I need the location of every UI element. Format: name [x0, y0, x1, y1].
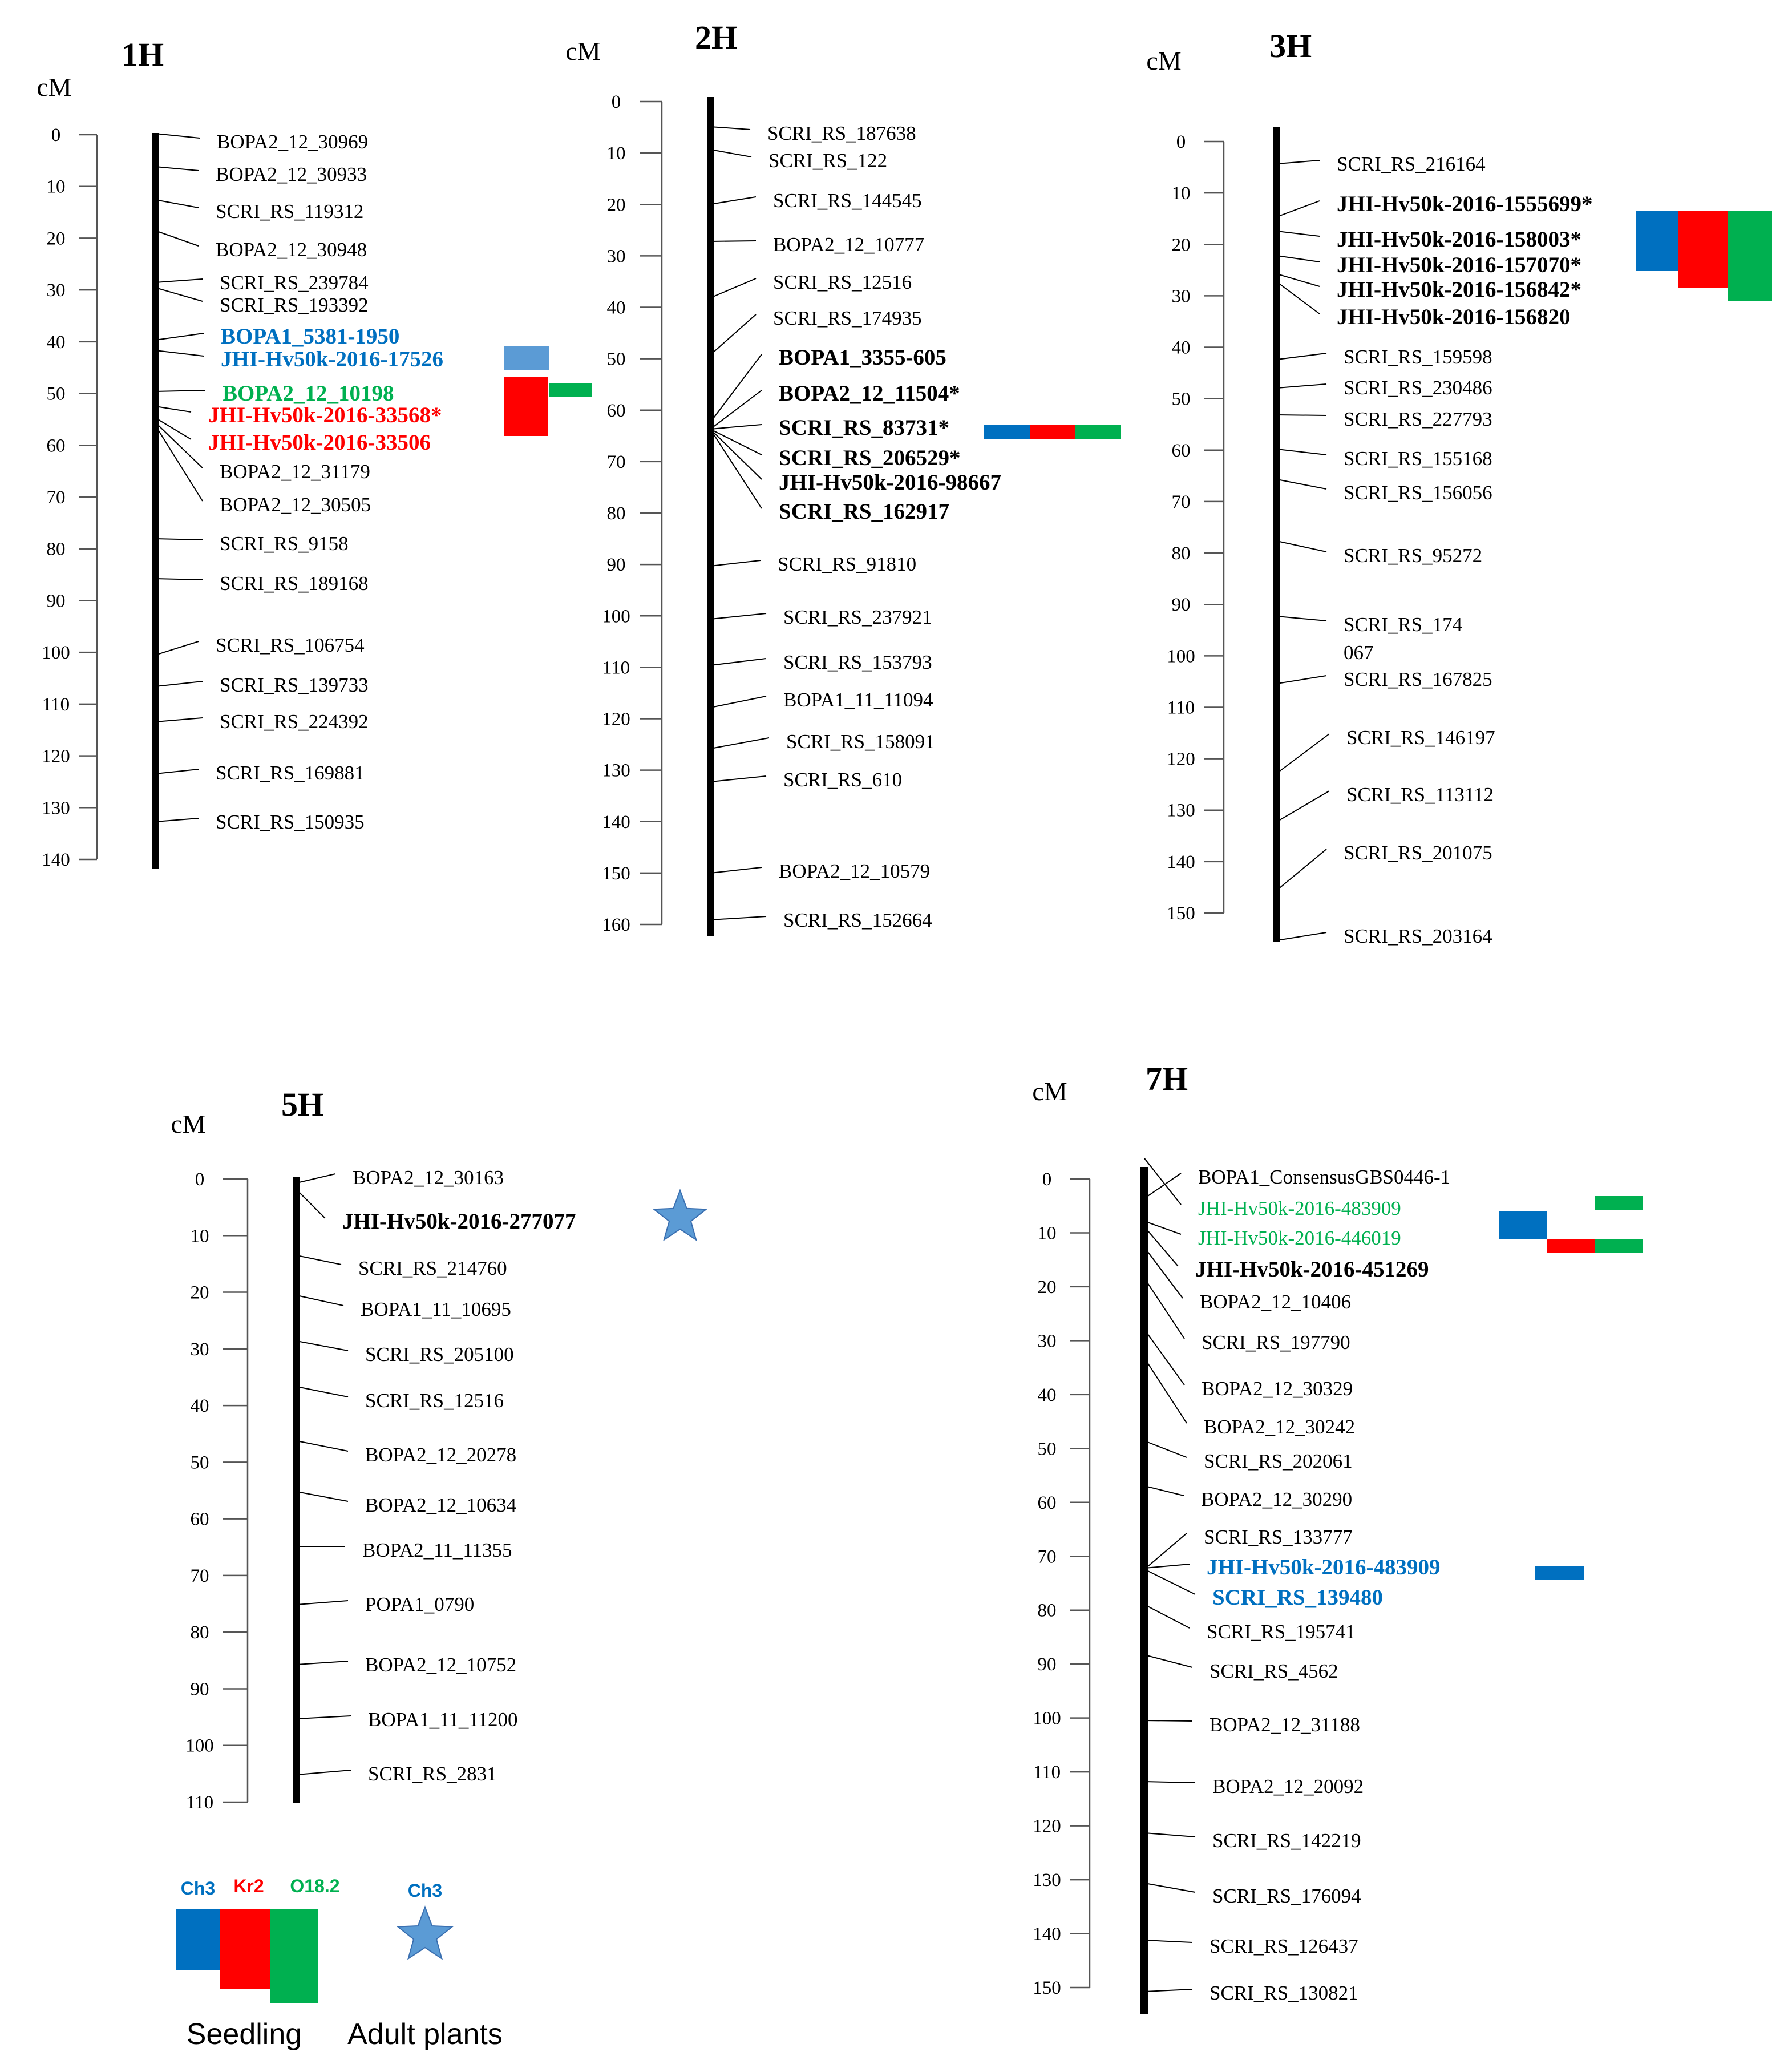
chr-1h-marker-label: BOPA2_12_30933 — [216, 163, 367, 185]
chr-3h-marker-label: JHI-Hv50k-2016-156842* — [1337, 277, 1581, 302]
chr-7h-tick-label: 30 — [1037, 1331, 1057, 1352]
chr-1h-marker-connector — [155, 167, 199, 171]
chr-1h-tick-label: 120 — [42, 746, 70, 767]
chr-2h-marker-label: BOPA2_12_10777 — [773, 233, 925, 256]
chr-2h-tick-label: 90 — [606, 555, 626, 576]
chr-1h-tick-label: 70 — [46, 487, 66, 508]
chr-3h-tick-label: 130 — [1167, 800, 1195, 821]
chr-5h-marker-connector — [297, 1295, 343, 1306]
chr-2h-marker-connector — [710, 354, 762, 422]
chr-1h-tick-label: 60 — [46, 435, 66, 457]
chr-2h-marker-connector — [710, 127, 750, 130]
chr-1h-title: 1H — [121, 36, 164, 73]
chr-2h-marker-connector — [710, 278, 756, 298]
chr-1h-chromosome-bar — [152, 133, 159, 869]
chr-3h-marker-label: JHI-Hv50k-2016-1555699* — [1337, 192, 1593, 216]
chr-3h-marker-label: SCRI_RS_159598 — [1344, 346, 1492, 368]
chr-2h-tick-label: 120 — [602, 709, 630, 730]
chr-7h-marker-connector — [1144, 1782, 1195, 1783]
chr-5h-marker-connector — [297, 1387, 348, 1397]
qtl-2h-o182 — [1075, 425, 1121, 439]
chr-7h-marker-label: JHI-Hv50k-2016-451269 — [1195, 1257, 1429, 1282]
chr-7h-marker-connector — [1144, 1605, 1190, 1628]
chr-7h-tick-label: 120 — [1033, 1816, 1061, 1837]
chr-5h-cm-label: cM — [171, 1109, 206, 1138]
legend-ch3-swatch — [176, 1909, 220, 1970]
chr-1h-marker-connector — [155, 406, 191, 412]
chr-5h-marker-connector — [297, 1441, 348, 1451]
chr-2h-marker-label: SCRI_RS_158091 — [786, 730, 935, 753]
chr-1h-marker-label: SCRI_RS_9158 — [220, 532, 349, 555]
chr-3h-marker-label: JHI-Hv50k-2016-158003* — [1337, 227, 1581, 252]
chr-7h-marker-connector — [1144, 1655, 1192, 1667]
chr-7h-title: 7H — [1145, 1060, 1188, 1097]
chr-5h-tick-label: 30 — [190, 1339, 209, 1360]
chr-3h-marker-label: 067 — [1344, 641, 1374, 664]
chr-7h-marker-label: BOPA2_12_30242 — [1204, 1416, 1356, 1438]
chr-1h-marker-label: JHI-Hv50k-2016-33506 — [208, 430, 431, 455]
chr-5h-marker-label: SCRI_RS_205100 — [365, 1343, 514, 1366]
chr-3h-tick-label: 60 — [1171, 440, 1191, 461]
legend-ch3-label: Ch3 — [180, 1878, 216, 1899]
chr-3h-tick-label: 30 — [1171, 286, 1191, 307]
chr-1h-marker-connector — [155, 539, 203, 540]
chr-7h-cm-label: cM — [1032, 1077, 1067, 1106]
chr-2h-marker-connector — [710, 696, 766, 708]
chr-7h-tick-label: 130 — [1033, 1870, 1061, 1891]
chr-1h-marker-connector — [155, 425, 203, 501]
legend-seedling-caption: Seedling — [186, 2018, 302, 2051]
chr-3h-marker-label: JHI-Hv50k-2016-156820 — [1337, 305, 1571, 329]
chr-7h-marker-connector — [1144, 1173, 1181, 1198]
chr-5h-marker-connector — [297, 1601, 348, 1605]
qtl-1h-o182 — [549, 383, 592, 397]
chr-1h-tick-label: 0 — [51, 125, 61, 146]
chr-7h-tick-label: 10 — [1037, 1223, 1057, 1244]
chr-2h-tick-label: 60 — [606, 400, 626, 421]
chr-2h-marker-label: SCRI_RS_610 — [783, 769, 903, 791]
chr-3h-marker-connector — [1277, 353, 1326, 360]
chr-1h-marker-label: JHI-Hv50k-2016-17526 — [221, 347, 443, 371]
chr-2h-chromosome-bar — [707, 97, 714, 936]
legend-kr2-label: Kr2 — [233, 1876, 264, 1896]
chr-3h-title: 3H — [1269, 27, 1312, 64]
chr-2h-tick-label: 40 — [606, 297, 626, 318]
chr-3h-marker-connector — [1277, 676, 1326, 684]
chr-2h-marker-connector — [710, 613, 766, 619]
chr-3h-marker-label: SCRI_RS_156056 — [1344, 482, 1492, 504]
chr-5h-tick-label: 110 — [185, 1792, 214, 1813]
chr-7h-marker-connector — [1144, 1989, 1192, 1992]
chr-1h-marker-connector — [155, 333, 204, 340]
chr-3h-marker-connector — [1277, 849, 1326, 890]
chr-3h-marker-connector — [1277, 932, 1326, 940]
chr-5h-marker-label: POPA1_0790 — [365, 1593, 475, 1615]
qtl-7h-kr2 — [1547, 1239, 1595, 1253]
chr-7h-tick-label: 100 — [1033, 1708, 1061, 1729]
chr-5h-marker-label: BOPA1_11_10695 — [361, 1298, 511, 1320]
chr-3h-tick-label: 40 — [1171, 337, 1191, 358]
chr-1h-marker-connector — [155, 422, 203, 468]
chr-5h-marker-label: BOPA2_12_10752 — [365, 1654, 517, 1676]
qtl-1h-kr2 — [504, 377, 548, 436]
chr-7h-marker-connector — [1144, 1247, 1183, 1298]
chr-3h-marker-label: SCRI_RS_113112 — [1346, 783, 1494, 806]
chr-5h-tick-label: 40 — [190, 1396, 209, 1417]
chr-2h-marker-label: SCRI_RS_187638 — [767, 122, 916, 144]
chr-7h-marker-connector — [1144, 1883, 1195, 1892]
qtl-7h-o182-a — [1595, 1196, 1643, 1210]
chr-3h-marker-connector — [1277, 282, 1320, 314]
chr-3h-marker-label: SCRI_RS_155168 — [1344, 447, 1492, 470]
chr-2h-title: 2H — [694, 19, 738, 56]
chr-7h-marker-label: SCRI_RS_139480 — [1212, 1585, 1384, 1610]
chr-2h-cm-label: cM — [565, 37, 601, 66]
qtl-5h-adult-star-icon — [654, 1190, 706, 1240]
legend-o182-label: O18.2 — [290, 1876, 340, 1896]
chr-3h-tick-label: 70 — [1171, 491, 1191, 512]
chr-1h-tick-label: 30 — [46, 280, 66, 301]
chr-7h-marker-label: SCRI_RS_195741 — [1207, 1621, 1356, 1643]
chr-7h-tick-label: 0 — [1042, 1169, 1052, 1190]
chr-5h-marker-connector — [297, 1492, 348, 1501]
chr-7h-marker-label: SCRI_RS_133777 — [1204, 1526, 1353, 1548]
chr-1h-marker-label: SCRI_RS_169881 — [216, 762, 365, 784]
chr-3h-marker-label: SCRI_RS_146197 — [1346, 726, 1495, 749]
chr-2h-marker-label: SCRI_RS_122 — [768, 150, 888, 172]
chr-7h-marker-label: BOPA1_ConsensusGBS0446-1 — [1198, 1166, 1451, 1188]
chr-5h-marker-label: BOPA2_12_10634 — [365, 1494, 517, 1516]
chr-1h-marker-connector — [155, 390, 205, 391]
chr-2h-marker-connector — [710, 197, 756, 204]
chr-7h-marker-label: BOPA2_12_31188 — [1210, 1714, 1360, 1736]
chr-2h-tick-label: 50 — [606, 349, 626, 370]
chr-5h-marker-connector — [297, 1341, 348, 1351]
chr-2h-marker-label: JHI-Hv50k-2016-98667 — [779, 470, 1001, 495]
chr-2h-marker-label: BOPA1_11_11094 — [783, 689, 933, 711]
chr-7h-tick-label: 140 — [1033, 1924, 1061, 1945]
chr-1h-marker-connector — [155, 279, 203, 282]
chr-1h-tick-label: 130 — [42, 798, 70, 819]
chr-1h-marker-label: SCRI_RS_106754 — [216, 634, 365, 656]
chr-5h-tick-label: 100 — [185, 1735, 214, 1756]
chr-5h-tick-label: 0 — [195, 1169, 205, 1190]
legend-star-label: Ch3 — [407, 1880, 443, 1901]
chr-1h-marker-connector — [155, 818, 199, 822]
chr-7h-marker-label: JHI-Hv50k-2016-483909 — [1198, 1197, 1401, 1219]
legend-kr2-swatch — [220, 1909, 270, 1989]
chr-5h-tick-label: 20 — [190, 1282, 209, 1303]
chr-3h-marker-label: SCRI_RS_174 — [1344, 613, 1463, 636]
chr-3h-tick-label: 20 — [1171, 235, 1191, 256]
chr-3h-tick-label: 150 — [1167, 903, 1195, 924]
chr-2h-marker-connector — [710, 425, 762, 429]
chr-1h-cm-label: cM — [37, 72, 72, 102]
chr-7h-tick-label: 110 — [1033, 1762, 1061, 1783]
chr-3h-tick-label: 10 — [1171, 183, 1191, 204]
chr-2h-marker-connector — [710, 560, 761, 566]
chr-5h-chromosome-bar — [293, 1177, 300, 1803]
chr-1h-marker-label: SCRI_RS_150935 — [216, 811, 365, 833]
chr-3h-marker-label: JHI-Hv50k-2016-157070* — [1337, 253, 1581, 277]
chr-1h-tick-label: 100 — [42, 643, 70, 664]
qtl-3h-ch3 — [1636, 211, 1678, 271]
chr-3h-tick-label: 140 — [1167, 851, 1195, 873]
chr-7h-marker-connector — [1144, 1533, 1187, 1569]
chr-3h-marker-label: SCRI_RS_203164 — [1344, 925, 1492, 947]
chr-2h-marker-connector — [710, 659, 766, 665]
chr-2h-tick-label: 130 — [602, 760, 630, 781]
chr-1h-marker-label: JHI-Hv50k-2016-33568* — [208, 403, 442, 427]
chr-1h-marker-label: SCRI_RS_224392 — [220, 710, 369, 733]
chr-2h-marker-connector — [710, 429, 762, 479]
chr-2h-tick-label: 20 — [606, 195, 626, 216]
chr-7h-tick-label: 60 — [1037, 1492, 1057, 1513]
chr-7h-marker-connector — [1144, 1720, 1192, 1721]
chr-2h-tick-label: 10 — [606, 143, 626, 164]
chr-7h-marker-label: BOPA2_12_20092 — [1212, 1775, 1364, 1798]
chr-7h-marker-connector — [1144, 1158, 1181, 1205]
chr-7h-marker-connector — [1144, 1486, 1184, 1496]
chr-2h-tick-label: 80 — [606, 503, 626, 524]
chr-5h-marker-connector — [297, 1255, 341, 1265]
chr-3h-marker-label: SCRI_RS_167825 — [1344, 668, 1492, 690]
chr-7h-tick-label: 150 — [1033, 1978, 1061, 1998]
chr-7h-marker-connector — [1144, 1833, 1195, 1837]
chr-3h-marker-connector — [1277, 160, 1320, 164]
chr-7h-marker-connector — [1144, 1330, 1184, 1385]
chr-1h-marker-connector — [155, 288, 203, 301]
chr-2h-marker-label: BOPA1_3355-605 — [779, 345, 946, 370]
chr-2h-marker-label: SCRI_RS_162917 — [779, 499, 950, 524]
chr-2h-marker-connector — [710, 738, 769, 749]
chr-1h-tick-label: 10 — [46, 176, 66, 197]
chr-3h-marker-label: SCRI_RS_201075 — [1344, 842, 1492, 864]
chr-2h-marker-label: SCRI_RS_153793 — [783, 651, 932, 673]
chr-7h-tick-label: 90 — [1037, 1654, 1057, 1675]
chr-7h-tick-label: 80 — [1037, 1600, 1057, 1621]
chr-7h-chromosome-bar — [1140, 1167, 1148, 2014]
chr-7h-marker-connector — [1144, 1358, 1187, 1423]
chr-1h-marker-connector — [155, 134, 200, 138]
chr-2h-marker-label: SCRI_RS_12516 — [773, 271, 912, 293]
chr-7h-marker-connector — [1144, 1227, 1178, 1266]
chr-7h-marker-label: SCRI_RS_202061 — [1204, 1450, 1353, 1472]
chr-3h-marker-connector — [1277, 449, 1326, 455]
chr-3h-marker-connector — [1277, 734, 1329, 773]
chr-3h-tick-label: 120 — [1167, 749, 1195, 770]
chr-1h-tick-label: 140 — [42, 850, 70, 870]
chr-1h-tick-label: 20 — [46, 228, 66, 249]
chr-7h-marker-connector — [1144, 1278, 1184, 1339]
chr-2h-marker-label: SCRI_RS_152664 — [783, 909, 932, 931]
chr-2h-marker-label: BOPA2_12_10579 — [779, 860, 931, 882]
chr-7h-tick-label: 50 — [1037, 1439, 1057, 1460]
chr-7h-marker-label: SCRI_RS_130821 — [1210, 1982, 1358, 2004]
chr-5h-marker-label: SCRI_RS_214760 — [358, 1257, 507, 1279]
chr-5h-tick-label: 50 — [190, 1452, 209, 1473]
chr-5h-marker-label: SCRI_RS_2831 — [368, 1763, 497, 1785]
chr-3h-marker-label: SCRI_RS_227793 — [1344, 408, 1492, 430]
chr-1h-marker-connector — [155, 641, 199, 655]
chr-5h-marker-label: BOPA2_12_30163 — [353, 1166, 504, 1189]
chr-2h-marker-connector — [710, 867, 762, 873]
chr-5h-marker-connector — [297, 1174, 335, 1183]
chr-3h-marker-label: SCRI_RS_230486 — [1344, 377, 1492, 399]
chr-1h-marker-label: SCRI_RS_189168 — [220, 572, 369, 595]
chr-1h-tick-label: 110 — [42, 694, 70, 715]
chr-2h-marker-connector — [710, 776, 766, 782]
chr-2h-marker-label: SCRI_RS_83731* — [779, 415, 950, 440]
qtl-2h-ch3 — [984, 425, 1030, 439]
chr-5h-marker-label: JHI-Hv50k-2016-277077 — [342, 1209, 576, 1234]
chr-7h-tick-label: 40 — [1037, 1384, 1057, 1405]
legend-adult-caption: Adult plants — [347, 2018, 503, 2051]
chr-1h-marker-connector — [155, 718, 203, 722]
chr-2h-tick-label: 150 — [602, 863, 630, 884]
chr-2h-tick-label: 0 — [611, 92, 621, 112]
chr-2h-marker-connector — [710, 314, 756, 355]
chr-5h-tick-label: 10 — [190, 1226, 209, 1247]
chr-1h-marker-label: SCRI_RS_239784 — [220, 272, 369, 294]
chr-7h-marker-label: SCRI_RS_176094 — [1212, 1885, 1361, 1907]
chr-3h-marker-connector — [1277, 231, 1320, 236]
chr-1h-marker-connector — [155, 418, 191, 439]
chr-1h-tick-label: 80 — [46, 539, 66, 560]
chr-2h-marker-label: SCRI_RS_144545 — [773, 189, 922, 212]
chr-2h-marker-connector — [710, 916, 766, 920]
chr-2h-tick-label: 160 — [602, 915, 630, 935]
chr-7h-marker-connector — [1144, 1940, 1192, 1942]
chr-7h-marker-label: SCRI_RS_4562 — [1210, 1660, 1338, 1682]
chr-3h-tick-label: 50 — [1171, 389, 1191, 410]
chr-2h-marker-label: SCRI_RS_174935 — [773, 307, 922, 329]
chr-1h-tick-label: 90 — [46, 591, 66, 612]
chr-2h-marker-connector — [710, 150, 751, 157]
chr-1h-marker-label: BOPA2_12_30948 — [216, 239, 367, 261]
chr-3h-marker-connector — [1277, 541, 1326, 552]
chr-1h-marker-connector — [155, 350, 204, 356]
chr-1h-marker-label: BOPA2_12_30969 — [217, 131, 369, 153]
chr-7h-marker-connector — [1144, 1221, 1181, 1234]
chr-7h-marker-connector — [1144, 1564, 1190, 1568]
chr-7h-tick-label: 70 — [1037, 1546, 1057, 1568]
qtl-3h-o182 — [1728, 211, 1772, 301]
chr-1h-marker-connector — [155, 681, 203, 686]
chr-1h-marker-label: SCRI_RS_193392 — [220, 294, 369, 316]
chr-5h-marker-connector — [297, 1770, 351, 1775]
chr-5h-marker-label: BOPA1_11_11200 — [368, 1708, 518, 1731]
chr-7h-marker-label: SCRI_RS_126437 — [1210, 1935, 1358, 1957]
chr-2h-tick-label: 100 — [602, 606, 630, 627]
chr-2h-tick-label: 70 — [606, 451, 626, 472]
chr-3h-marker-connector — [1277, 256, 1320, 262]
legend-o182-swatch — [270, 1909, 318, 2003]
chr-3h-marker-label: SCRI_RS_95272 — [1344, 544, 1483, 567]
chr-2h-marker-label: SCRI_RS_206529* — [779, 446, 961, 470]
chr-3h-marker-connector — [1277, 274, 1320, 286]
chr-3h-marker-connector — [1277, 479, 1326, 489]
chr-3h-marker-connector — [1277, 201, 1320, 217]
qtl-7h-ch3-b — [1535, 1566, 1584, 1580]
chr-5h-marker-label: SCRI_RS_12516 — [365, 1390, 504, 1412]
chr-5h-tick-label: 90 — [190, 1679, 209, 1700]
chr-5h-marker-label: BOPA2_11_11355 — [362, 1539, 512, 1561]
chr-3h-tick-label: 100 — [1167, 646, 1195, 667]
chr-2h-tick-label: 30 — [606, 246, 626, 267]
chr-1h-marker-label: SCRI_RS_119312 — [216, 200, 364, 223]
chr-3h-marker-connector — [1277, 616, 1326, 621]
chr-1h-tick-label: 40 — [46, 332, 66, 353]
chr-2h-marker-label: BOPA2_12_11504* — [779, 381, 960, 406]
chr-5h-marker-connector — [297, 1661, 348, 1665]
chr-2h-tick-label: 140 — [602, 811, 630, 833]
chr-3h-marker-connector — [1277, 384, 1326, 388]
chr-7h-marker-label: JHI-Hv50k-2016-483909 — [1207, 1555, 1441, 1580]
chr-7h-marker-label: BOPA2_12_30290 — [1201, 1488, 1353, 1510]
chr-5h-tick-label: 60 — [190, 1509, 209, 1530]
chr-1h-marker-label: SCRI_RS_139733 — [220, 674, 369, 696]
chr-5h-title: 5H — [281, 1086, 324, 1123]
chr-3h-cm-label: cM — [1146, 46, 1182, 75]
chr-5h-marker-connector — [297, 1190, 325, 1218]
chr-2h-tick-label: 110 — [602, 657, 630, 678]
chr-7h-marker-label: SCRI_RS_197790 — [1202, 1331, 1350, 1354]
chr-5h-tick-label: 80 — [190, 1622, 209, 1643]
chr-7h-marker-label: SCRI_RS_142219 — [1212, 1829, 1361, 1852]
chr-3h-tick-label: 0 — [1176, 132, 1186, 152]
chr-7h-marker-label: BOPA2_12_30329 — [1202, 1378, 1353, 1400]
chr-2h-marker-label: SCRI_RS_237921 — [783, 606, 932, 628]
legend-star-icon — [398, 1907, 452, 1959]
chr-7h-marker-label: JHI-Hv50k-2016-446019 — [1198, 1227, 1401, 1249]
chr-1h-marker-connector — [155, 769, 199, 774]
chr-5h-tick-label: 70 — [190, 1565, 209, 1586]
chr-7h-marker-connector — [1144, 1569, 1195, 1594]
chr-1h-marker-connector — [155, 231, 199, 246]
qtl-2h-kr2 — [1030, 425, 1075, 439]
qtl-3h-kr2 — [1678, 211, 1728, 288]
chr-1h-tick-label: 50 — [46, 383, 66, 405]
chr-3h-tick-label: 110 — [1167, 697, 1195, 718]
qtl-7h-ch3 — [1499, 1211, 1547, 1239]
chr-1h-marker-connector — [155, 579, 203, 580]
chr-3h-tick-label: 80 — [1171, 543, 1191, 564]
qtl-7h-o182-b — [1595, 1239, 1643, 1253]
chr-7h-marker-label: BOPA2_12_10406 — [1200, 1291, 1352, 1313]
chr-1h-marker-connector — [155, 200, 199, 208]
chr-1h-marker-label: BOPA2_12_31179 — [220, 461, 370, 483]
chr-3h-tick-label: 90 — [1171, 595, 1191, 616]
qtl-1h-ch3 — [504, 346, 549, 370]
chr-1h-marker-label: BOPA2_12_30505 — [220, 494, 371, 516]
chr-7h-marker-connector — [1144, 1441, 1187, 1457]
chr-2h-marker-label: SCRI_RS_91810 — [778, 553, 917, 575]
chr-3h-marker-label: SCRI_RS_216164 — [1337, 153, 1486, 175]
chr-1h-marker-label: BOPA2_12_10198 — [223, 381, 394, 406]
chr-2h-marker-connector — [710, 429, 762, 508]
chr-5h-marker-connector — [297, 1716, 351, 1719]
chr-3h-chromosome-bar — [1273, 127, 1280, 942]
chr-7h-tick-label: 20 — [1037, 1277, 1057, 1298]
chr-3h-marker-connector — [1277, 791, 1329, 822]
chr-2h-marker-connector — [710, 390, 762, 429]
chr-1h-marker-label: BOPA1_5381-1950 — [221, 324, 400, 349]
chr-5h-marker-label: BOPA2_12_20278 — [365, 1444, 517, 1466]
